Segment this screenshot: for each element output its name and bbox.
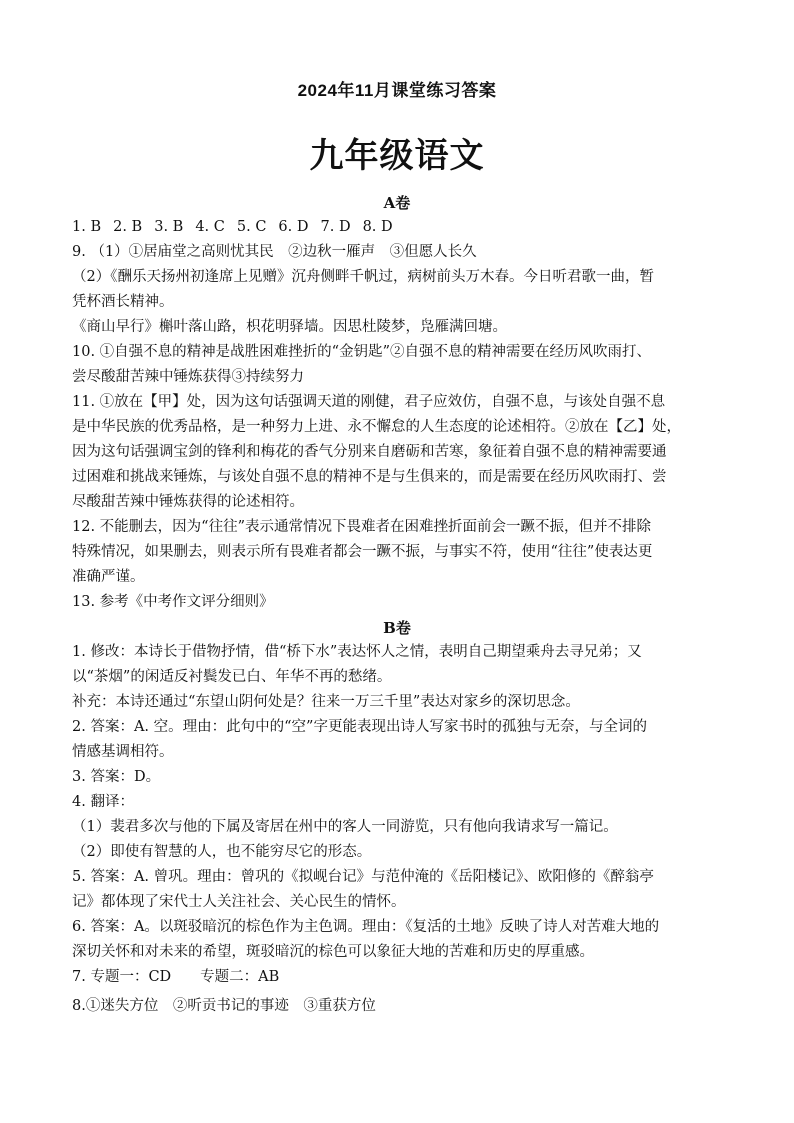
- answer-line: 《商山早行》槲叶落山路，枳花明驿墙。因思杜陵梦，凫雁满回塘。: [72, 319, 507, 335]
- answer-line: 准确严谨。: [72, 569, 145, 585]
- section-a-title: A卷: [383, 194, 411, 212]
- answer-line: 8.①迷失方位 ②听贡书记的事迹 ③重获方位: [72, 998, 376, 1014]
- answer-line: 9. （1）①居庙堂之高则忧其民 ②边秋一雁声 ③但愿人长久: [72, 244, 477, 260]
- answer-line: 6. 答案：A。以斑驳暗沉的棕色作为主色调。理由：《复活的土地》反映了诗人对苦难大地的: [72, 919, 660, 935]
- answer-line: 2. 答案：A. 空。理由：此句中的“空”字更能表现出诗人写家书时的孤独与无奈，与全词的: [72, 719, 647, 735]
- answer-line: 4. 翻译：: [72, 794, 134, 810]
- subject-title: 九年级语文: [309, 136, 485, 176]
- answer-line: 3. 答案：D。: [72, 769, 161, 785]
- answer-line: 12. 不能删去，因为“往往”表示通常情况下畏难者在困难挫折面前会一蹶不振，但并不排除: [72, 519, 651, 535]
- answer-line: 尝尽酸甜苦辣中锤炼获得③持续努力: [72, 369, 304, 385]
- answer-line: 深切关怀和对未来的希望，斑驳暗沉的棕色可以象征大地的苦难和历史的厚重感。: [72, 944, 594, 960]
- mc-answer: 4. C: [195, 219, 225, 235]
- answer-line: （2）即使有智慧的人，也不能穷尽它的形态。: [72, 844, 372, 860]
- mc-answer: 1. B: [72, 219, 102, 235]
- mc-answer: 5. C: [236, 219, 267, 235]
- answer-line: 5. 答案：A. 曾巩。理由：曾巩的《拟岘台记》与范仲淹的《岳阳楼记》、欧阳修的《醉翁亭: [72, 869, 654, 885]
- mc-answer: 8. D: [362, 219, 393, 235]
- answer-line: 过困难和挑战来锤炼，与该处自强不息的精神不是与生俱来的，而是需要在经历风吹雨打、尝: [72, 469, 667, 485]
- answer-line: 以“茶烟”的闲适反衬鬓发已白、年华不再的愁绪。: [72, 669, 392, 685]
- section-b-title: B卷: [383, 619, 411, 637]
- section-a-content: [72, 215, 722, 615]
- answer-line: 补充：本诗还通过“东望山阴何处是？往来一万三千里”表达对家乡的深切思念。: [72, 694, 580, 710]
- answer-line: 1. 修改：本诗长于借物抒情，借“桥下水”表达怀人之情，表明自己期望乘舟去寻兄弟；又: [72, 644, 642, 660]
- answer-line: 情感基调相符。: [72, 744, 174, 760]
- answer-line: 是中华民族的优秀品格，是一种努力上进、永不懈怠的人生态度的论述相符。②放在【乙】处，: [72, 419, 681, 435]
- answer-line: 11. ①放在【甲】处，因为这句话强调天道的刚健，君子应效仿，自强不息，与该处自强不息: [72, 394, 666, 410]
- answer-line: 记》都体现了宋代士人关注社会、关心民生的情怀。: [72, 894, 406, 910]
- page-header-title: 2024年11月课堂练习答案: [297, 81, 497, 100]
- answer-line: 13. 参考《中考作文评分细则》: [72, 594, 274, 610]
- mc-answer: 2. B: [113, 219, 143, 235]
- multiple-choice-answers: [72, 215, 722, 240]
- answer-line: 尽酸甜苦辣中锤炼获得的论述相符。: [72, 494, 304, 510]
- section-b-content: [72, 640, 722, 1019]
- mc-answer: 6. D: [278, 219, 309, 235]
- answer-line: 10. ①自强不息的精神是战胜困难挫折的“金钥匙”②自强不息的精神需要在经历风吹雨打、: [72, 344, 651, 360]
- answer-line: （1）裴君多次与他的下属及寄居在州中的客人一同游览，只有他向我请求写一篇记。: [72, 819, 618, 835]
- mc-answer: 7. D: [320, 219, 351, 235]
- answer-line: 特殊情况，如果删去，则表示所有畏难者都会一蹶不振，与事实不符，使用“往往”使表达更: [72, 544, 653, 560]
- answer-line: 因为这句话强调宝剑的锋利和梅花的香气分别来自磨砺和苦寒，象征着自强不息的精神需要通: [72, 444, 667, 460]
- answer-line: 7. 专题一：CD 专题二：AB: [72, 969, 280, 985]
- mc-answer: 3. B: [154, 219, 184, 235]
- answer-line: 凭杯酒长精神。: [72, 294, 174, 310]
- answer-line: （2）《酬乐天扬州初逢席上见赠》沉舟侧畔千帆过，病树前头万木春。今日听君歌一曲，暂: [72, 269, 654, 285]
